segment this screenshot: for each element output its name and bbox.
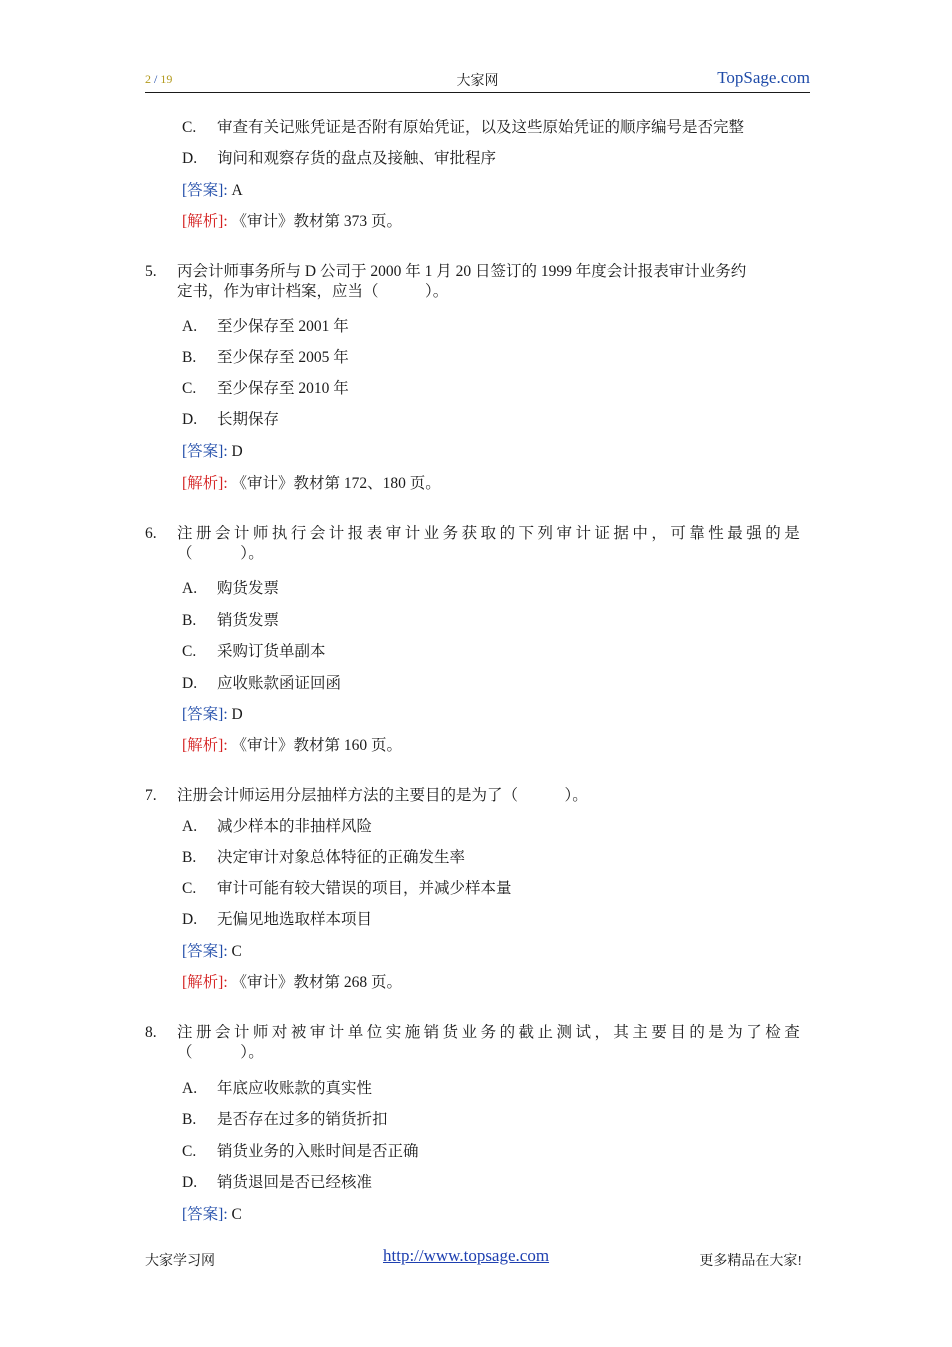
q5-option-d: D. 长期保存 <box>182 411 280 428</box>
q6-option-b: B. 销货发票 <box>182 612 280 629</box>
q5-option-c: C. 至少保存至 2010 年 <box>182 380 349 397</box>
q6-answer: [答案]: D <box>182 706 243 723</box>
q7-option-b: B. 决定审计对象总体特征的正确发生率 <box>182 849 466 866</box>
q4-option-c: C. 审查有关记账凭证是否附有原始凭证，以及这些原始凭证的顺序编号是否完整 <box>182 119 745 136</box>
q6-option-c: C. 采购订货单副本 <box>182 643 326 660</box>
q8-stem: 8. 注册会计师对被审计单位实施销货业务的截止测试，其主要目的是为了检查 （ ）。 <box>145 1024 800 1061</box>
q5-answer: [答案]: D <box>182 443 243 460</box>
page-footer <box>145 1248 810 1270</box>
q6-explanation: [解析]: 《审计》教材第 160 页。 <box>182 737 403 754</box>
q6-option-a: A. 购货发票 <box>182 580 280 597</box>
q4-answer: [答案]: A <box>182 182 243 199</box>
q7-option-c: C. 审计可能有较大错误的项目，并减少样本量 <box>182 880 512 897</box>
q5-option-b: B. 至少保存至 2005 年 <box>182 349 349 366</box>
q8-option-b: B. 是否存在过多的销货折扣 <box>182 1111 388 1128</box>
q8-option-a: A. 年底应收账款的真实性 <box>182 1080 373 1097</box>
topsage-link[interactable]: TopSage.com <box>717 68 810 87</box>
q7-option-d: D. 无偏见地选取样本项目 <box>182 911 373 928</box>
q4-explanation: [解析]: 《审计》教材第 373 页。 <box>182 213 403 230</box>
q7-explanation: [解析]: 《审计》教材第 268 页。 <box>182 974 403 991</box>
q7-option-a: A. 减少样本的非抽样风险 <box>182 818 373 835</box>
q8-option-d: D. 销货退回是否已经核准 <box>182 1174 373 1191</box>
footer-tagline: 更多精品在大家! <box>699 1254 802 1269</box>
q7-answer: [答案]: C <box>182 943 242 960</box>
q5-option-a: A. 至少保存至 2001 年 <box>182 318 349 335</box>
q8-option-c: C. 销货业务的入账时间是否正确 <box>182 1143 419 1160</box>
q8-answer: [答案]: C <box>182 1206 242 1223</box>
q6-option-d: D. 应收账款函证回函 <box>182 675 342 692</box>
q5-explanation: [解析]: 《审计》教材第 172、180 页。 <box>182 475 441 492</box>
footer-url-link[interactable]: http://www.topsage.com <box>383 1246 550 1265</box>
q7-stem: 7. 注册会计师运用分层抽样方法的主要目的是为了（ ）。 <box>145 787 588 804</box>
site-title: 大家网 <box>456 74 499 89</box>
page-indicator: 2 / 19 <box>145 72 173 86</box>
q5-stem: 5. 丙会计师事务所与 D 公司于 2000 年 1 月 20 日签订的 1999 年度会计报表审计业务约 定书，作为审计档案，应当（ ）。 <box>145 263 747 300</box>
page-header <box>145 70 810 93</box>
q4-option-d: D. 询问和观察存货的盘点及接触、审批程序 <box>182 150 497 167</box>
q6-stem: 6. 注册会计师执行会计报表审计业务获取的下列审计证据中，可靠性最强的是 （ ）。 <box>145 525 800 562</box>
footer-site-name: 大家学习网 <box>145 1254 215 1269</box>
